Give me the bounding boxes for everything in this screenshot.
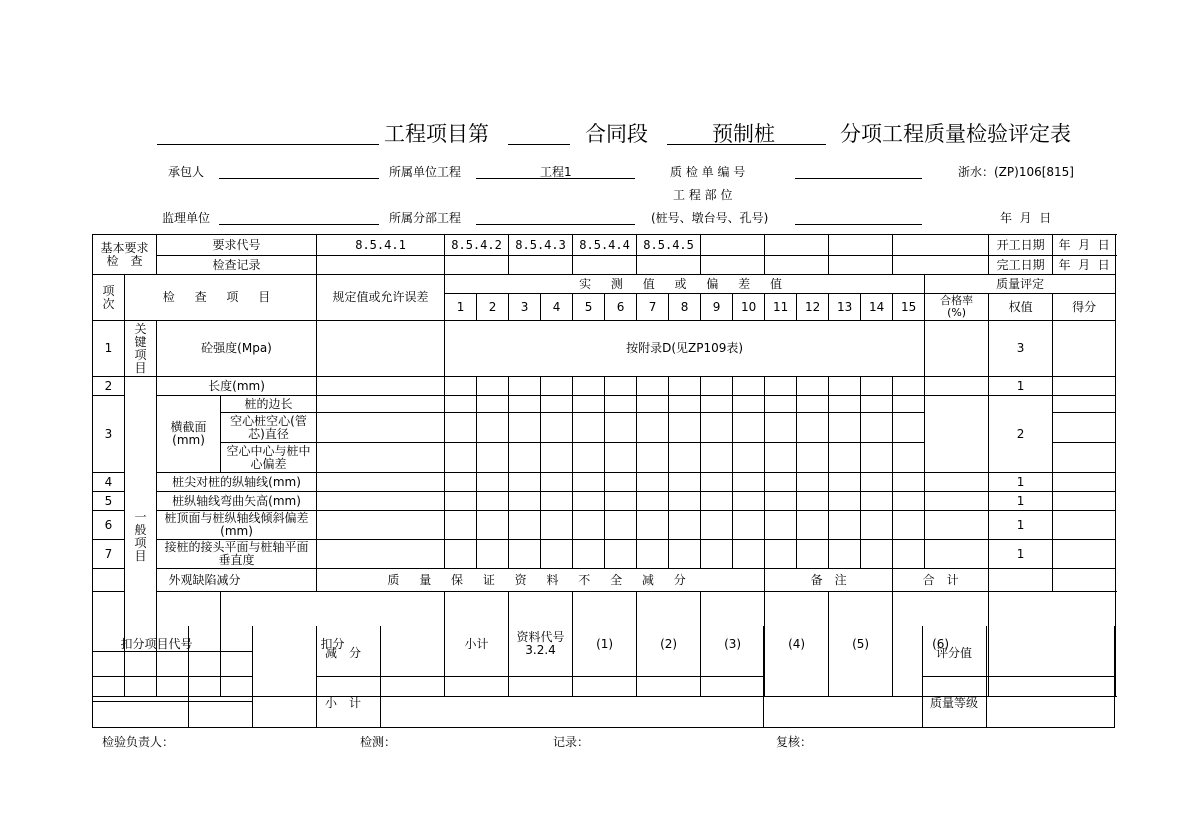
doc-col-header: (5) xyxy=(829,592,893,697)
check-record-cell[interactable] xyxy=(893,256,989,275)
measure-cell[interactable] xyxy=(861,443,893,473)
measure-cell[interactable] xyxy=(605,377,637,396)
check-item-header: 检 查 项 目 xyxy=(125,275,317,321)
measure-cell[interactable] xyxy=(445,413,477,443)
header-date: 年 月 日 xyxy=(1000,211,1052,225)
measure-cell[interactable] xyxy=(701,377,733,396)
measure-cell[interactable] xyxy=(861,473,893,492)
total-label: 合 计 xyxy=(893,569,989,592)
division-field[interactable] xyxy=(476,224,635,225)
measure-col-header: 5 xyxy=(573,294,605,321)
measure-cell[interactable] xyxy=(701,540,733,569)
quality-doc-label: 质 量 保 证 资 料 不 全 减 分 xyxy=(317,569,765,592)
deduct-label: 扣分 xyxy=(221,592,445,697)
spec-cell[interactable] xyxy=(317,321,445,377)
check-record-cell[interactable] xyxy=(573,256,637,275)
measure-cell[interactable] xyxy=(637,413,669,443)
key-items-group xyxy=(125,321,157,377)
score-header: 得分 xyxy=(1053,294,1116,321)
start-date-value[interactable]: 年 月 日 xyxy=(1053,235,1116,256)
measure-cell[interactable] xyxy=(669,511,701,540)
score-cell[interactable] xyxy=(1053,396,1116,413)
check-record-cell[interactable] xyxy=(765,256,829,275)
reduce-label: 减 分 xyxy=(325,646,362,660)
measure-col-header: 10 xyxy=(733,294,765,321)
score-cell[interactable] xyxy=(1053,377,1116,396)
measure-cell[interactable] xyxy=(637,396,669,413)
measure-cell[interactable] xyxy=(573,473,605,492)
score-cell[interactable] xyxy=(1053,413,1116,443)
req-code-empty[interactable] xyxy=(829,235,893,256)
start-date-label: 开工日期 xyxy=(989,235,1053,256)
row-sub-name: 空心桩空心(管芯)直径 xyxy=(221,413,317,443)
measure-col-header: 14 xyxy=(861,294,893,321)
measure-cell[interactable] xyxy=(669,473,701,492)
inspection-no-field[interactable] xyxy=(795,178,922,179)
measure-cell[interactable] xyxy=(637,540,669,569)
measure-cell[interactable] xyxy=(765,540,797,569)
weight-cell: 1 xyxy=(989,492,1053,511)
req-code-empty[interactable] xyxy=(893,235,989,256)
measure-cell[interactable] xyxy=(733,396,765,413)
item-no-header xyxy=(93,275,125,321)
deduct-lower-block xyxy=(92,626,1115,728)
measure-col-header: 6 xyxy=(605,294,637,321)
measure-cell[interactable] xyxy=(829,492,861,511)
measure-cell[interactable] xyxy=(477,540,509,569)
measure-cell[interactable] xyxy=(509,396,541,413)
measure-cell[interactable] xyxy=(861,377,893,396)
division-label: 所属分部工程 xyxy=(389,211,462,225)
inspector-label: 检验负责人： xyxy=(102,735,175,749)
measure-cell[interactable] xyxy=(797,443,829,473)
measure-cell[interactable] xyxy=(669,540,701,569)
row-no: 3 xyxy=(93,396,125,473)
unit-project-label: 所属单位工程 xyxy=(389,165,462,179)
measure-cell[interactable] xyxy=(509,443,541,473)
score-cell[interactable] xyxy=(1053,492,1116,511)
doc-code-label: 资料代号 3.2.4 xyxy=(509,592,573,697)
total-score[interactable] xyxy=(1053,569,1116,592)
measure-cell[interactable] xyxy=(541,396,573,413)
item-no-label: 项次 xyxy=(102,283,115,311)
measure-cell[interactable] xyxy=(509,540,541,569)
row-name: 桩顶面与桩纵轴线倾斜偏差(mm) xyxy=(157,511,317,540)
measure-cell[interactable] xyxy=(445,540,477,569)
measure-cell[interactable] xyxy=(477,413,509,443)
check-record-cell[interactable] xyxy=(317,256,445,275)
measure-cell[interactable] xyxy=(605,473,637,492)
measure-cell[interactable] xyxy=(669,443,701,473)
measure-cell[interactable] xyxy=(861,492,893,511)
measure-cell[interactable] xyxy=(541,377,573,396)
measure-cell[interactable] xyxy=(765,396,797,413)
measure-cell[interactable] xyxy=(797,540,829,569)
title-blank-2[interactable] xyxy=(508,144,570,145)
measure-cell[interactable] xyxy=(669,396,701,413)
measure-cell[interactable] xyxy=(509,511,541,540)
measure-col-header: 13 xyxy=(829,294,861,321)
row-no: 4 xyxy=(93,473,125,492)
row-name: 桩纵轴线弯曲矢高(mm) xyxy=(157,492,317,511)
part-label: 工 程 部 位 xyxy=(673,188,733,202)
weight-cell: 1 xyxy=(989,540,1053,569)
measure-cell[interactable] xyxy=(701,492,733,511)
measure-cell[interactable] xyxy=(605,492,637,511)
score-value-label: 评分值 xyxy=(936,646,973,660)
measure-cell[interactable] xyxy=(765,413,797,443)
req-code: 8.5.4.5 xyxy=(637,235,701,256)
review-label: 复核： xyxy=(776,735,813,749)
measure-cell[interactable] xyxy=(893,511,925,540)
measure-cell[interactable] xyxy=(541,511,573,540)
measure-col-header: 9 xyxy=(701,294,733,321)
measure-cell[interactable] xyxy=(797,473,829,492)
measure-cell[interactable] xyxy=(733,443,765,473)
measure-cell[interactable] xyxy=(573,443,605,473)
measure-col-header: 2 xyxy=(477,294,509,321)
pile-field[interactable] xyxy=(795,224,922,225)
supervisor-field[interactable] xyxy=(219,224,379,225)
check-record-cell[interactable] xyxy=(829,256,893,275)
row-name: 砼强度(Mpa) xyxy=(157,321,317,377)
measure-cell[interactable] xyxy=(605,413,637,443)
measure-cell[interactable] xyxy=(733,473,765,492)
measure-cell[interactable] xyxy=(861,396,893,413)
measure-cell[interactable] xyxy=(669,413,701,443)
score-cell[interactable] xyxy=(1053,540,1116,569)
remark-label: 备 注 xyxy=(765,569,893,592)
row-name: 接桩的接头平面与桩轴平面垂直度 xyxy=(157,540,317,569)
measure-cell[interactable] xyxy=(445,443,477,473)
title-part1: 工程项目第 xyxy=(384,122,489,146)
measure-cell[interactable] xyxy=(733,511,765,540)
measure-cell[interactable] xyxy=(509,413,541,443)
measure-col-header: 12 xyxy=(797,294,829,321)
pass-rate-cell[interactable] xyxy=(925,473,989,492)
measure-cell[interactable] xyxy=(605,396,637,413)
measure-cell[interactable] xyxy=(733,540,765,569)
weight-cell: 1 xyxy=(989,473,1053,492)
score-cell[interactable] xyxy=(1053,473,1116,492)
measure-cell[interactable] xyxy=(637,473,669,492)
row-no: 5 xyxy=(93,492,125,511)
grade-label: 质量等级 xyxy=(930,696,979,710)
weight-cell: 2 xyxy=(989,396,1053,473)
measure-cell[interactable] xyxy=(829,511,861,540)
spec-cell[interactable] xyxy=(317,473,445,492)
measure-cell[interactable] xyxy=(637,511,669,540)
measure-cell[interactable] xyxy=(509,473,541,492)
req-code-empty[interactable] xyxy=(701,235,765,256)
doc-col-header: (2) xyxy=(637,592,701,697)
measure-cell[interactable] xyxy=(669,377,701,396)
measure-cell[interactable] xyxy=(829,473,861,492)
measure-cell[interactable] xyxy=(765,443,797,473)
measure-cell[interactable] xyxy=(733,492,765,511)
unit-project-value: 工程1 xyxy=(540,165,572,179)
title-blank-1[interactable] xyxy=(157,144,379,145)
measure-cell[interactable] xyxy=(573,396,605,413)
contractor-label: 承包人 xyxy=(168,165,205,179)
measure-cell[interactable] xyxy=(541,473,573,492)
measure-col-header: 8 xyxy=(669,294,701,321)
spec-cell[interactable] xyxy=(317,443,445,473)
spec-cell[interactable] xyxy=(317,377,445,396)
pass-rate-cell[interactable] xyxy=(925,511,989,540)
measure-cell[interactable] xyxy=(701,396,733,413)
measure-cell[interactable] xyxy=(893,540,925,569)
score-cell[interactable] xyxy=(1053,511,1116,540)
measure-cell[interactable] xyxy=(669,492,701,511)
measure-cell[interactable] xyxy=(893,413,925,443)
measure-cell[interactable] xyxy=(861,511,893,540)
measure-cell[interactable] xyxy=(893,492,925,511)
spec-cell[interactable] xyxy=(317,540,445,569)
check-record-label: 检查记录 xyxy=(157,256,317,275)
measure-cell[interactable] xyxy=(541,413,573,443)
measure-cell[interactable] xyxy=(573,511,605,540)
check-record-cell[interactable] xyxy=(509,256,573,275)
pass-rate-header: 合格率 (%) xyxy=(925,294,989,321)
measure-cell[interactable] xyxy=(541,540,573,569)
measure-cell[interactable] xyxy=(797,377,829,396)
row-name: 长度(mm) xyxy=(157,377,317,396)
weight-cell: 3 xyxy=(989,321,1053,377)
measure-cell[interactable] xyxy=(509,492,541,511)
score-cell[interactable] xyxy=(1053,443,1116,473)
general-items-label: 一般项目 xyxy=(134,509,147,563)
measure-cell[interactable] xyxy=(701,511,733,540)
measure-cell[interactable] xyxy=(797,413,829,443)
measure-cell[interactable] xyxy=(573,540,605,569)
score-cell[interactable] xyxy=(1053,321,1116,377)
measure-cell[interactable] xyxy=(477,377,509,396)
weight-cell: 1 xyxy=(989,377,1053,396)
row-group: 横截面 (mm) xyxy=(157,396,221,473)
measure-cell[interactable] xyxy=(445,511,477,540)
spec-cell[interactable] xyxy=(317,492,445,511)
measure-col-header: 15 xyxy=(893,294,925,321)
deduct-code-label: 扣分项目代号 xyxy=(93,592,221,697)
measure-cell[interactable] xyxy=(541,443,573,473)
measure-cell[interactable] xyxy=(445,492,477,511)
measure-col-header: 7 xyxy=(637,294,669,321)
measure-cell[interactable] xyxy=(701,413,733,443)
measure-col-header: 4 xyxy=(541,294,573,321)
supervisor-label: 监理单位 xyxy=(162,211,211,225)
measure-col-header: 11 xyxy=(765,294,797,321)
measure-cell[interactable] xyxy=(765,511,797,540)
doc-col-header: (6) xyxy=(893,592,989,697)
measure-cell[interactable] xyxy=(829,443,861,473)
record-label: 记录： xyxy=(553,735,590,749)
spec-header: 规定值或允许误差 xyxy=(317,275,445,321)
inspection-no-label: 质 检 单 编 号 xyxy=(670,165,746,179)
measure-cell[interactable] xyxy=(573,413,605,443)
measure-cell[interactable] xyxy=(445,396,477,413)
req-code: 8.5.4.1 xyxy=(317,235,445,256)
measure-col-header: 1 xyxy=(445,294,477,321)
pass-rate-cell[interactable] xyxy=(925,377,989,396)
sub-total-label: 小 计 xyxy=(325,696,362,710)
measure-cell[interactable] xyxy=(477,511,509,540)
measure-cell[interactable] xyxy=(573,377,605,396)
measured-header: 实 测 值 或 偏 差 值 xyxy=(445,275,925,294)
measure-cell[interactable] xyxy=(445,473,477,492)
req-code: 8.5.4.4 xyxy=(573,235,637,256)
measured-note: 按附录D(见ZP109表) xyxy=(445,321,925,377)
measure-cell[interactable] xyxy=(477,396,509,413)
appearance-deduct-label: 外观缺陷减分 xyxy=(93,569,317,592)
total-value[interactable] xyxy=(989,569,1053,592)
row-sub-name: 桩的边长 xyxy=(221,396,317,413)
doc-col-header: (4) xyxy=(765,592,829,697)
weight-cell: 1 xyxy=(989,511,1053,540)
measure-cell[interactable] xyxy=(605,540,637,569)
row-no: 1 xyxy=(93,321,125,377)
spec-cell[interactable] xyxy=(317,413,445,443)
spec-cell[interactable] xyxy=(317,511,445,540)
measure-cell[interactable] xyxy=(829,377,861,396)
check-record-cell[interactable] xyxy=(701,256,765,275)
check-record-cell[interactable] xyxy=(445,256,509,275)
req-code: 8.5.4.2 xyxy=(445,235,509,256)
measure-cell[interactable] xyxy=(605,511,637,540)
test-label: 检测： xyxy=(360,735,397,749)
measure-cell[interactable] xyxy=(893,473,925,492)
measure-cell[interactable] xyxy=(541,492,573,511)
end-date-value[interactable]: 年 月 日 xyxy=(1053,256,1116,275)
measure-cell[interactable] xyxy=(829,540,861,569)
measure-cell[interactable] xyxy=(829,396,861,413)
measure-cell[interactable] xyxy=(637,377,669,396)
row-sub-name: 空心中心与桩中心偏差 xyxy=(221,443,317,473)
measure-cell[interactable] xyxy=(509,377,541,396)
measure-cell[interactable] xyxy=(733,413,765,443)
measure-cell[interactable] xyxy=(701,443,733,473)
basic-req-label: 基本要求 检 查 xyxy=(93,235,157,275)
pass-rate-cell[interactable] xyxy=(925,321,989,377)
row-no: 7 xyxy=(93,540,125,569)
quality-header: 质量评定 xyxy=(925,275,1116,294)
req-code: 8.5.4.3 xyxy=(509,235,573,256)
measure-cell[interactable] xyxy=(637,443,669,473)
spec-cell[interactable] xyxy=(317,396,445,413)
row-name: 桩尖对桩的纵轴线(mm) xyxy=(157,473,317,492)
measure-cell[interactable] xyxy=(477,443,509,473)
row-no: 6 xyxy=(93,511,125,540)
pile-label: (桩号、墩台号、孔号) xyxy=(651,211,769,225)
measure-cell[interactable] xyxy=(765,377,797,396)
pass-rate-cell[interactable] xyxy=(925,396,989,473)
measure-cell[interactable] xyxy=(893,443,925,473)
end-date-label: 完工日期 xyxy=(989,256,1053,275)
measure-cell[interactable] xyxy=(573,492,605,511)
check-record-cell[interactable] xyxy=(637,256,701,275)
measure-cell[interactable] xyxy=(893,377,925,396)
measure-cell[interactable] xyxy=(733,377,765,396)
measure-cell[interactable] xyxy=(797,396,829,413)
key-items-label: 关键项目 xyxy=(134,321,147,375)
measure-cell[interactable] xyxy=(765,492,797,511)
req-code-label: 要求代号 xyxy=(157,235,317,256)
measure-cell[interactable] xyxy=(861,540,893,569)
measure-col-header: 3 xyxy=(509,294,541,321)
pass-rate-cell[interactable] xyxy=(925,540,989,569)
pass-rate-cell[interactable] xyxy=(925,492,989,511)
doc-col-header: (3) xyxy=(701,592,765,697)
form-code: 浙水：(ZP)106[815] xyxy=(958,165,1074,179)
title-part3: 分项工程质量检验评定表 xyxy=(840,122,1071,146)
title-part2: 合同段 xyxy=(585,122,648,146)
contractor-field[interactable] xyxy=(219,178,379,179)
measure-cell[interactable] xyxy=(861,413,893,443)
row-no: 2 xyxy=(93,377,125,396)
measure-cell[interactable] xyxy=(829,413,861,443)
measure-cell[interactable] xyxy=(637,492,669,511)
measure-cell[interactable] xyxy=(701,473,733,492)
measure-cell[interactable] xyxy=(445,377,477,396)
measure-cell[interactable] xyxy=(797,492,829,511)
measure-cell[interactable] xyxy=(765,473,797,492)
title-project-value[interactable]: 预制桩 xyxy=(712,122,775,146)
doc-col-header: (1) xyxy=(573,592,637,697)
subtotal-label: 小计 xyxy=(445,592,509,697)
weight-header: 权值 xyxy=(989,294,1053,321)
req-code-empty[interactable] xyxy=(765,235,829,256)
measure-cell[interactable] xyxy=(477,492,509,511)
measure-cell[interactable] xyxy=(797,511,829,540)
measure-cell[interactable] xyxy=(477,473,509,492)
measure-cell[interactable] xyxy=(605,443,637,473)
measure-cell[interactable] xyxy=(893,396,925,413)
